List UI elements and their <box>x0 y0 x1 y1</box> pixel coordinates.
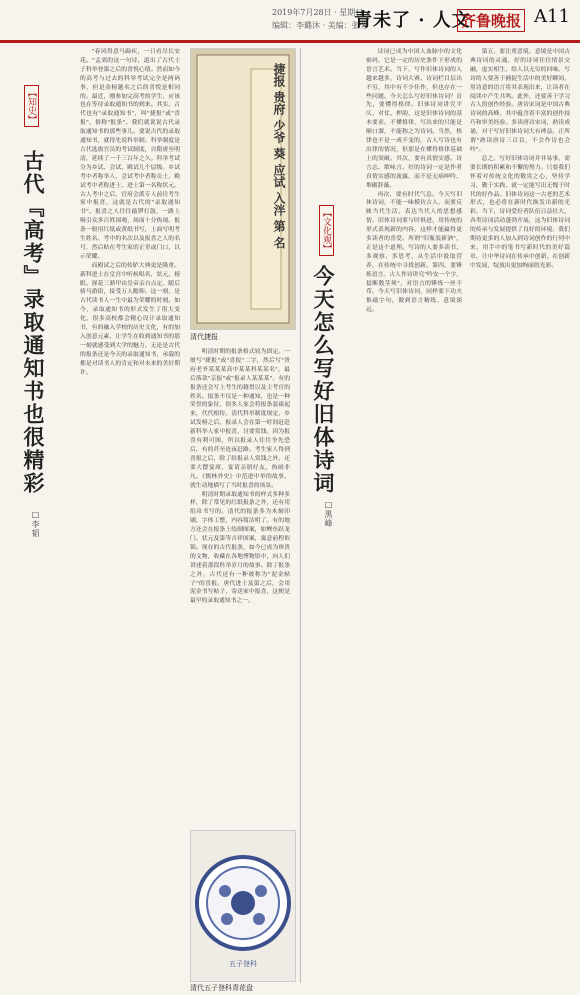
page-number: A11 <box>534 6 570 27</box>
section-name: 青未了 · 人文 <box>354 10 471 31</box>
plate-inner-text: 五子登科 <box>229 960 257 968</box>
editor-line: 编辑：李璐沐 · 美编：张劳 <box>272 21 368 30</box>
newspaper-logo: 齐鲁晚报 <box>457 9 525 32</box>
date-line: 2019年7月28日 · 星期日 <box>272 8 364 17</box>
article2-tag: 【文化观】 <box>319 205 334 256</box>
photo-wuzi-plate <box>190 830 296 982</box>
article1-column-1 <box>80 48 180 978</box>
photo-qing-jiebao <box>190 48 296 330</box>
page-header <box>0 0 580 43</box>
article2-col2-text: 再次，要有时代气息。今天写旧体诗词，不能一味模仿古人，而要反映当代生活，表达当代人的思想感情。旧体诗词要与时俱进，用传统的形式表现新的内容，这样才能赢得更多读者的喜爱。所谓"旧瓶装新酒"，正是这个道理。写诗的人要多读书、多观察、多思考，从生活中汲取营养，在传统中寻找创新。第四，要锤炼语言。古人作诗讲究"吟安一个字，捻断数茎须"，对语言的锤炼一丝不苟。今天写旧体诗词，同样要下功夫推敲字句，做到语言精练、意境深远。 <box>366 191 462 314</box>
article2-col4-text: 总之，写好旧体诗词并非易事，需要长期的积累和不懈的努力。只要我们怀着对传统文化的敬畏之心，坚持学习，勤于实践，就一定能写出无愧于时代的好作品。旧体诗词这一古老的艺术形式，也必将在新时代焕发出新的光彩。当下，诗词爱好者队伍日益壮大，各类诗词活动蓬勃开展，这为旧体诗词的传承与发展提供了良好的环境。我们期待更多的人加入到诗词创作的行列中来，用手中的笔书写新时代的美好篇章，让中华诗词在传承中创新，在创新中发展，绽放出更加绚丽的光彩。 <box>470 155 570 269</box>
article1-title: 古代『高考』录取通知书也很精彩 <box>21 150 46 495</box>
photo1-caption: 清代捷报 <box>190 333 218 341</box>
article1-tag: 【知史】 <box>24 85 39 127</box>
article1-col3-text: 而殿试之后的传胪大典更是隆重。新科进士在皇宫中听候唱名，状元、榜眼、探花三鼎甲由皇帝亲自点定，随后骑马游街，接受万人瞻仰。这一刻，是古代读书人一生中最为荣耀的时刻。如今，录取通知书的形式发生了很大变化，很多高校都会精心设计录取通知书，有的融入学校的历史文化，有的加入创意元素，让学生在收到通知书的那一刻就感受到大学的魅力。无论是古代的报条还是今天的录取通知书，承载的都是对读书人的肯定和对未来的美好期许。 <box>80 262 180 376</box>
article1-col4-text: 明清时期录取通知书的样式多种多样，除了常见的红纸报条之外，还有用绢帛书写的。清代的报条多为木刻印刷，字体工整，内容简洁明了。有的地方还会在报条上绘制图案，如鲤鱼跃龙门、状元及第等吉祥图案，寓意前程似锦。现存的古代报条，如今已成为珍贵的文物，收藏在各地博物馆中，向人们讲述着那段科举岁月的故事。除了报条之外，古代还有一种被称为"泥金帖子"的喜报。唐代进士及第之后，会用泥金书写帖子，寄送家中报喜，这便是最早的录取通知书之一。 <box>190 491 290 605</box>
article2-author: □黑峰 <box>324 500 333 528</box>
article-divider <box>300 48 301 983</box>
article2-col1-text: 诗词已成为中国人血脉中的文化密码，它是一定的历史条件下形成的语言艺术。当下，写作旧体诗词的人越来越多，诗词大赛、诗词栏目层出不穷，其中有不少佳作，但也存在一些问题。今天怎么写好旧体诗词？首先，要懂得格律。旧体诗词讲究平仄、对仗、押韵，这是旧体诗词的基本要求。不懂格律，写出来的只能是顺口溜，不能称之为诗词。当然，格律也不是一成不变的，古人写诗也有出律的情况，但那是在懂得格律基础上的突破。其次，要有真情实感。诗言志，歌咏言。好的诗词一定是作者真情实感的流露，而不是无病呻吟、堆砌辞藻。 <box>366 49 462 189</box>
photo2-caption: 清代五子登科青花盘 <box>190 984 253 992</box>
article1-col2-text: 明清时期的报条格式较为固定。一般写"捷报"或"喜报"二字，然后写"贵府老爷某某某高中某某科某某名"，最后落款"京报"或"报录人某某某"。有的报条还会写上考生的籍贯以及主考官的姓名。报条不仅是一种通知，也是一种荣誉的象征，很多人家会将报条装裱起来，代代相传。清代科举制度规定，乡试发榜之后，报录人会在第一时间赶赴新科举人家中报喜，讨要赏钱。因为报喜有利可图，所以报录人往往争先恐后，有的甚至连夜赶路。考生家人得到喜报之后，除了给报录人赏钱之外，还要大摆宴席，宴请亲朋好友，热闹非凡。《儒林外史》中范进中举的故事，就生动地描写了当时报喜的场景。 <box>190 349 290 489</box>
article1-author: □李韬 <box>31 510 40 538</box>
article2-title: 今天怎么写好旧体诗词 <box>311 265 336 495</box>
article1-col1-text: "春风得意马蹄疾，一日看尽长安花。"孟郊的这一句诗，道出了古代士子科举登第之后的喜悦心情。然而如今的高考与过去的科举考试完全是两码事，但是金榜题名之后的喜悦是相同的。最近，刚参加完高考的学生，应该也在等待录取通知书的到来。其实，古代也有"录取通知书"，叫"捷报"或"喜报"，俗称"报条"。我们就说说古代录取通知书的那些事儿。要说古代的录取通知书，就得先说科举制。科举制度是古代选拔官员的考试制度，自隋唐至明清，延续了一千三百年之久。科举考试分为乡试、会试、殿试几个层级。乡试考中者称举人，会试考中者称贡士，殿试考中者称进士，进士第一名称状元。古人考中之后，官府会派专人前往考生家中报喜，这就是古代的"录取通知书"。报喜之人往往敲锣打鼓，一路上吸引众多百姓围观，场面十分热闹。报条一般用红纸或黄纸书写，上面写明考生姓名、考中的名次以及报喜之人的名号，然后贴在考生家的正堂或门口，以示荣耀。 <box>80 49 180 260</box>
article2-column-2 <box>470 48 570 978</box>
article2-col3-text: 第五，要注重意境。意境是中国古典诗词的灵魂，好的诗词往往情景交融，虚实相生，给人以无穷的回味。写诗的人要善于捕捉生活中的美好瞬间，用诗意的语言将其表现出来，让读者在阅读中产生共鸣。此外，还要善于学习古人的创作经验。唐诗宋词是中国古典诗词的高峰，其中蕴含着丰富的创作技巧和审美经验。多读唐诗宋词，熟读成诵，对于写好旧体诗词大有裨益。正所谓"熟读唐诗三百首，不会作诗也会吟"。 <box>470 49 570 153</box>
jiebao-inner-text: 捷报 贵府 少爷 葵 应试 入泮 第 名 <box>272 63 286 249</box>
article2-column-1 <box>366 48 462 978</box>
